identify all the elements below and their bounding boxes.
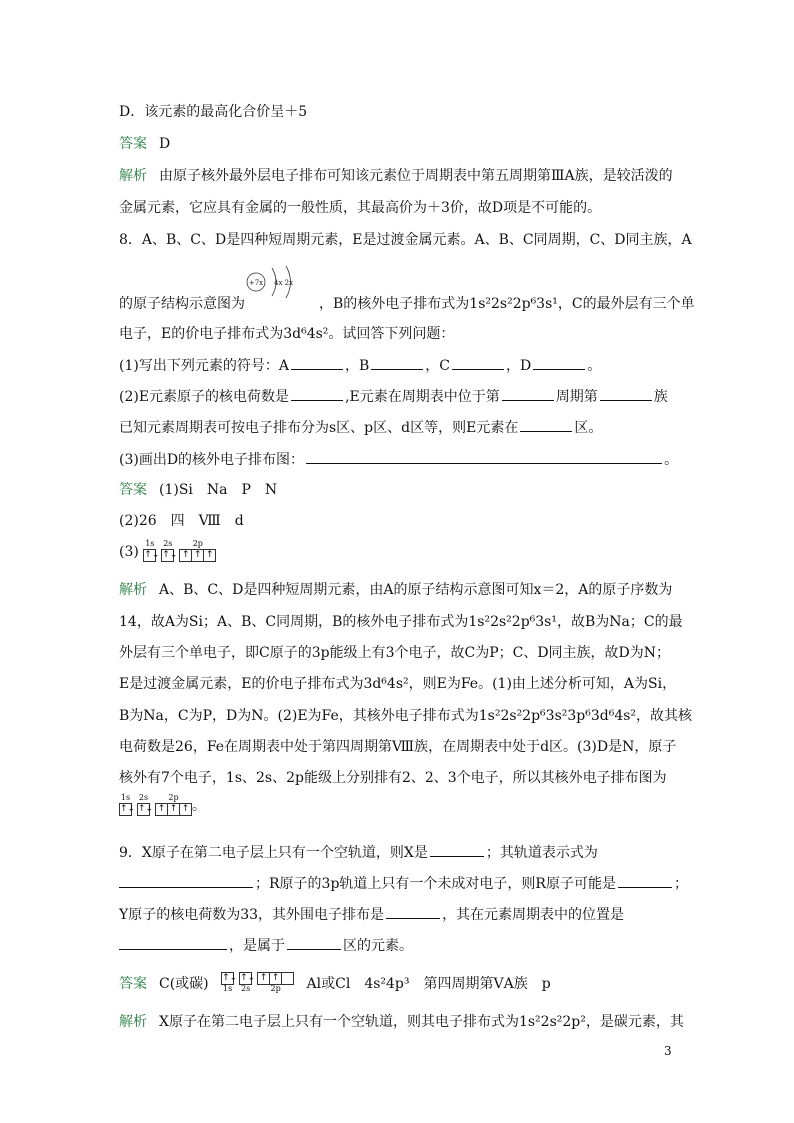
blank-y-block[interactable]	[287, 935, 341, 950]
text-line: 1s ↑↓ 2s ↑↓ 2p ↑ ↑ ↑ 。	[120, 793, 206, 814]
text-line: 电子，E的价电子排布式为3d⁶4s²。试回答下列问题：	[119, 326, 455, 342]
answer-line: (2)26 四 Ⅷ d	[119, 513, 244, 529]
blank-c[interactable]	[452, 355, 504, 370]
analysis-label: 解析	[119, 168, 147, 184]
analysis-row: 解析 由原子核外最外层电子排布可知该元素位于周期表中第五周期第ⅢA族，是较活泼的	[119, 168, 673, 184]
blank-block[interactable]	[520, 417, 572, 432]
orbital-diagram: 1s ↑↓ 2s ↑↓ 2p ↑ ↑ ↑	[143, 540, 216, 562]
blank-period[interactable]	[502, 386, 554, 401]
orbital-diagram: ↑↓ 1s ↑↓ 2s ↑ ↑ 2p	[221, 972, 294, 994]
text-line: 的原子结构示意图为 ，B的核外电子排布式为1s²2s²2p⁶3s¹，C的最外层有三个单	[119, 296, 695, 312]
blank-charge[interactable]	[291, 386, 343, 401]
question-8-3: (3)画出D的核外电子排布图： 。	[119, 449, 678, 470]
option-d: D．该元素的最高化合价呈＋5	[119, 104, 308, 120]
shell-labels: 4x 2x	[274, 279, 294, 287]
blank-group[interactable]	[600, 386, 652, 401]
answer-line: (3) 1s ↑↓ 2s ↑↓ 2p ↑ ↑ ↑	[119, 540, 216, 562]
nucleus-label: +7x	[248, 279, 264, 287]
text-line: ；R原子的3p轨道上只有一个未成对电子，则R原子可能是 ；	[119, 873, 688, 894]
text-line: 已知元素周期表可按电子排布分为s区、p区、d区等，则E元素在 区。	[119, 417, 602, 438]
blank-y-config[interactable]	[386, 904, 440, 919]
text-line: E是过渡金属元素，E的价电子排布式为3d⁶4s²，则E为Fe。(1)由上述分析可知，A为Si，	[119, 676, 677, 692]
answer-row: 答案 D	[119, 136, 171, 152]
question-8: 8．A、B、C、D是四种短周期元素，E是过渡金属元素。A、B、C同周期，C、D同主族，A	[119, 232, 692, 248]
analysis-row: 解析 X原子在第二电子层上只有一个空轨道，则其电子排布式为1s²2s²2p²，是碳元素，其	[119, 1014, 684, 1030]
blank-a[interactable]	[291, 355, 343, 370]
blank-x[interactable]	[430, 842, 484, 857]
answer-label: 答案	[119, 976, 147, 992]
text-line: ，是属于 区的元素。	[119, 935, 413, 956]
blank-d[interactable]	[533, 355, 585, 370]
blank-orbital[interactable]	[119, 873, 253, 888]
text-line: 电荷数是26，Fe在周期表中处于第四周期第Ⅷ族，在周期表中处于d区。(3)D是N，原子	[119, 739, 677, 755]
page-number: 3	[664, 1044, 672, 1058]
question-8-2: (2)E元素原子的核电荷数是 ,E元素在周期表中位于第 周期第 族	[119, 386, 668, 407]
text-line: 核外有7个电子，1s、2s、2p能级上分别排有2、2、3个电子，所以其核外电子排布图为	[119, 770, 667, 786]
question-9: 9．X原子在第二电子层上只有一个空轨道，则X是 ；其轨道表示式为	[119, 842, 598, 863]
analysis-row: 解析 A、B、C、D是四种短周期元素，由A的原子结构示意图可知x＝2，A的原子序数为	[119, 582, 673, 598]
text-line: 金属元素，它应具有金属的一般性质，其最高价为＋3价，故D项是不可能的。	[119, 200, 602, 216]
text-line: 14，故A为Si；A、B、C同周期，B的核外电子排布式为1s²2s²2p⁶3s¹，故B为Na；C的最	[119, 614, 683, 630]
blank-r[interactable]	[618, 873, 672, 888]
orbital-diagram: 1s ↑↓ 2s ↑↓ 2p ↑ ↑ ↑	[119, 794, 192, 816]
analysis-label: 解析	[119, 1014, 147, 1030]
text-line: B为Na，C为P，D为N。(2)E为Fe，其核外电子排布式为1s²2s²2p⁶3s²3p⁶3d⁶4s²，故其核	[119, 708, 693, 724]
answer-label: 答案	[119, 136, 147, 152]
blank-diagram[interactable]	[306, 449, 662, 464]
text-line: Y原子的核电荷数为33，其外围电子排布是 ，其在元素周期表中的位置是	[119, 904, 624, 925]
blank-b[interactable]	[371, 355, 423, 370]
blank-y-position[interactable]	[119, 935, 227, 950]
answer-row: 答案 C(或碳) ↑↓ 1s ↑↓ 2s ↑ ↑ 2p Al或Cl 4s²4p³ 第四周期第ⅤA族 p	[119, 973, 551, 993]
analysis-label: 解析	[119, 582, 147, 598]
question-8-1: (1)写出下列元素的符号：A ，B ，C ，D 。	[119, 355, 601, 376]
text-line: 外层有三个单电子，即C原子的3p能级上有3个电子，故C为P；C、D同主族，故D为N；	[119, 645, 671, 661]
answer-label: 答案	[119, 482, 147, 498]
answer-row: 答案 (1)Si Na P N	[119, 482, 278, 498]
